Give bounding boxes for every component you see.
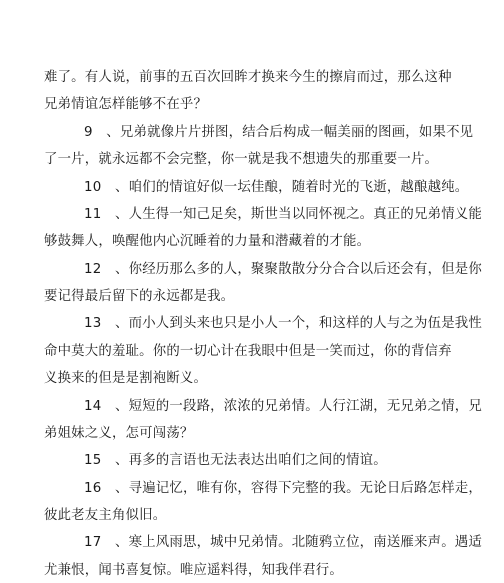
- text-line: 彼此老友主角似旧。: [44, 508, 167, 523]
- list-item-17: 17 、寒上风雨思，城中兄弟情。北随鸦立位，南送雁来声。遇适: [84, 535, 482, 550]
- text-line: 了一片，就永远都不会完整，你一就是我不想遗失的那重要一片。: [44, 152, 439, 167]
- list-item-10: 10 、咱们的情谊好似一坛佳酿，随着时光的飞逝，越酿越纯。: [84, 180, 469, 195]
- list-item-11: 11 、人生得一知己足矣，斯世当以同怀视之。真正的兄弟情义能: [84, 207, 482, 222]
- list-item-14: 14 、短短的一段路，浓浓的兄弟情。人行江湖，无兄弟之情，兄: [84, 399, 482, 414]
- text-line: 命中莫大的羞耻。你的一切心计在我眼中但是一笑而过，你的背信弃: [44, 344, 452, 359]
- text-line: 够鼓舞人，唤醒他内心沉睡着的力量和潜藏着的才能。: [44, 234, 371, 249]
- list-item-13: 13 、而小人到头来也只是小人一个，和这样的人与之为伍是我性: [84, 316, 482, 331]
- list-item-12: 12 、你经历那么多的人，聚聚散散分分合合以后还会有，但是你: [84, 262, 482, 277]
- text-line: 尤兼恨，闻书喜复惊。唯应遥料得，知我伴君行。: [44, 563, 343, 578]
- list-item-15: 15 、再多的言语也无法表达出咱们之间的情谊。: [84, 453, 387, 468]
- text-line: 难了。有人说，前事的五百次回眸才换来今生的擦肩而过，那么这种: [44, 70, 452, 85]
- list-item-16: 16 、寻遍记忆，唯有你，容得下完整的我。无论日后路怎样走，: [84, 481, 482, 496]
- text-line: 要记得最后留下的永远都是我。: [44, 289, 235, 304]
- text-line: 义换来的但是是割袍断义。: [44, 371, 208, 386]
- text-line: 兄弟情谊怎样能够不在乎？: [44, 97, 208, 112]
- list-item-9: 9 、兄弟就像片片拼图，结合后构成一幅美丽的图画，如果不见: [84, 125, 474, 140]
- text-line: 弟姐妹之义，怎可闯荡？: [44, 426, 194, 441]
